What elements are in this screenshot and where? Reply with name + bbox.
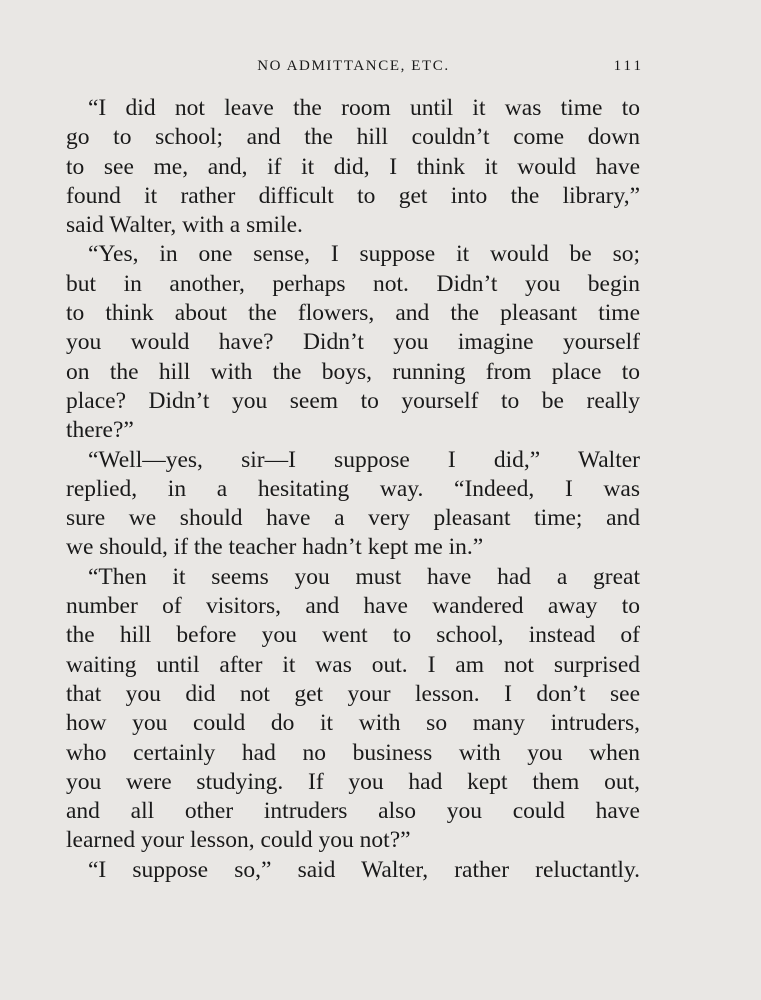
text-line: found it rather difficult to get into the library,” xyxy=(66,182,640,209)
text-line: the hill before you went to school, instead of xyxy=(66,622,640,649)
text-line: who certainly had no business with you when xyxy=(66,739,640,766)
text-line: “I suppose so,” said Walter, rather reluctantly. xyxy=(88,856,640,883)
text-line: waiting until after it was out. I am not surprised xyxy=(66,651,640,678)
text-line: and all other intruders also you could have xyxy=(66,798,640,825)
text-line: “I did not leave the room until it was time to xyxy=(88,95,640,121)
text-line: “Well—yes, sir—I suppose I did,” Walter xyxy=(88,446,640,473)
text-line: that you did not get your lesson. I don’t see xyxy=(66,680,640,707)
text-line: to think about the flowers, and the pleasant time xyxy=(66,300,640,327)
text-line: said Walter, with a smile. xyxy=(66,212,303,239)
text-line: “Then it seems you must have had a great xyxy=(88,563,640,590)
text-line: but in another, perhaps not. Didn’t you begin xyxy=(66,270,640,297)
body-text xyxy=(66,94,640,885)
text-line: “Yes, in one sense, I suppose it would be so; xyxy=(88,241,640,268)
text-line: sure we should have a very pleasant time; and xyxy=(66,505,640,532)
running-head-title: NO ADMITTANCE, ETC. xyxy=(257,58,450,74)
text-line: to see me, and, if it did, I think it would have xyxy=(66,153,640,180)
text-line: we should, if the teacher hadn’t kept me in.” xyxy=(66,534,484,561)
text-line: there?” xyxy=(66,417,134,444)
text-line: number of visitors, and have wandered away to xyxy=(66,593,640,620)
text-line: how you could do it with so many intruders, xyxy=(66,710,640,737)
text-line: learned your lesson, could you not?” xyxy=(66,827,411,854)
text-line: go to school; and the hill couldn’t come down xyxy=(66,124,640,151)
text-line: you would have? Didn’t you imagine yourself xyxy=(66,329,640,356)
text-line: you were studying. If you had kept them out, xyxy=(66,768,640,795)
page-number: 111 xyxy=(613,58,644,74)
text-line: replied, in a hesitating way. “Indeed, I was xyxy=(66,475,640,502)
text-line: place? Didn’t you seem to yourself to be really xyxy=(66,387,640,414)
text-line: on the hill with the boys, running from place to xyxy=(66,358,640,385)
